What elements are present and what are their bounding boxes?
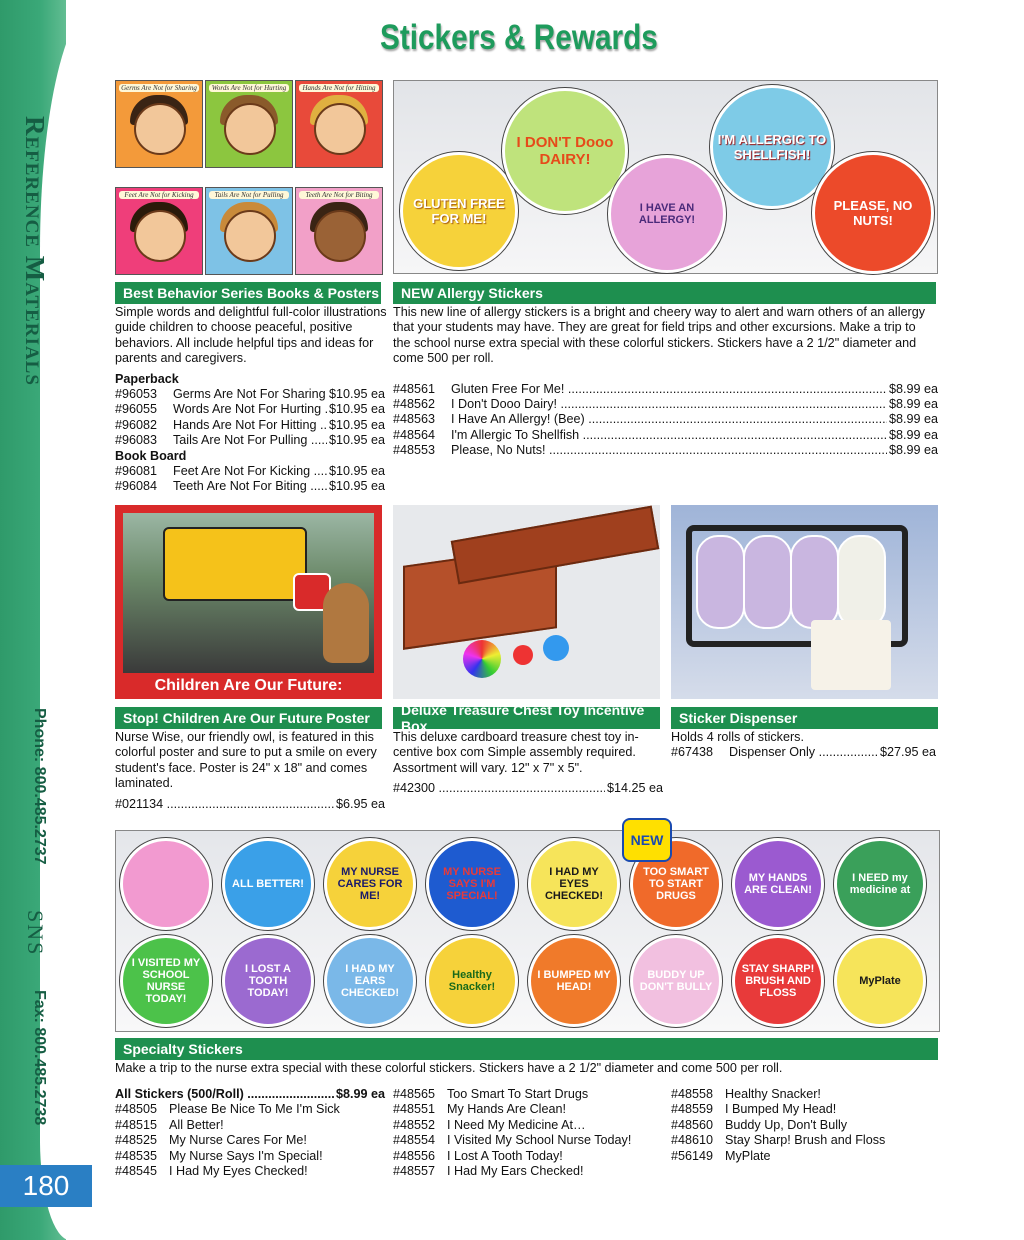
list-item: #48563 I Have An Allergy! (Bee) ..... $8.99 ea	[393, 412, 938, 427]
list-item: #48561 Gluten Free For Me! ..... $8.99 ea	[393, 382, 938, 397]
book-cover-title: Teeth Are Not for Biting	[299, 191, 379, 199]
book-cover-title: Germs Are Not for Sharing	[119, 84, 199, 92]
list-item: #48556 I Lost A Tooth Today!	[393, 1148, 563, 1163]
allergy-header: NEW Allergy Stickers	[393, 282, 936, 304]
specialty-sticker: TOO SMART TO START DRUGS	[630, 838, 722, 930]
list-item: #48551 My Hands Are Clean!	[393, 1102, 566, 1117]
specialty-sticker: I HAD MY EARS CHECKED!	[324, 935, 416, 1027]
specialty-col-1	[115, 1087, 385, 1179]
specialty-sticker: I LOST A TOOTH TODAY!	[222, 935, 314, 1027]
specialty-sticker: MY HANDS ARE CLEAN!	[732, 838, 824, 930]
list-item: #67438 Dispenser Only ..... $27.95 ea	[671, 745, 936, 760]
list-item: #96081 Feet Are Not For Kicking ..... $10.95 ea	[115, 464, 385, 479]
allergy-description: This new line of allergy stickers is a bright and cheery way to alert and warn others of an allergy that your students may have. They are great for field trips and other excursions. Make a trip to the school nurse extra special with these colorful stickers. Stickers have a 2 1/2" diameter and come 500 per roll. #48561 Gluten Free For Me! ..... $8.99 ea #48562 I Don't Dooo Dairy! ..... $8.99 ea #48563 I Have An Allergy! (Bee) ..... $8.99 ea #48564 I'm Allergic To Shellfish ..... $8.99 ea #48553 Please, No Nuts! ..... $8.99 ea	[393, 305, 938, 459]
book-cover-title: Tails Are Not for Pulling	[209, 191, 289, 199]
books-header: Best Behavior Series Books & Posters	[115, 282, 381, 304]
page-number: 180	[0, 1165, 92, 1207]
specialty-description: Make a trip to the nurse extra special with these colorful stickers. Stickers have a 2 1/2" diameter and come 500 per roll.	[115, 1061, 783, 1075]
book-cover	[205, 80, 293, 168]
page-title: Stickers & Rewards	[380, 18, 658, 57]
treasure-header: Deluxe Treasure Chest Toy Incentive Box	[393, 707, 660, 729]
specialty-sticker: I NEED my medicine at	[834, 838, 926, 930]
poster-caption: Children Are Our Future:	[154, 677, 343, 694]
fax-number: Fax: 800.485.2738	[31, 990, 48, 1126]
specialty-sticker: MY NURSE SAYS I'M SPECIAL!	[426, 838, 518, 930]
dispenser-image	[671, 505, 938, 699]
sticker-gluten-free: GLUTEN FREE FOR ME!	[400, 152, 518, 270]
book-cover-title: Feet Are Not for Kicking	[119, 191, 199, 199]
list-item: #48560 Buddy Up, Don't Bully	[671, 1117, 848, 1132]
sticker-bee: I HAVE AN ALLERGY!	[608, 155, 726, 273]
list-item: #48552 I Need My Medicine At…	[393, 1117, 586, 1132]
books-description: Simple words and delightful full-color illustrations guide children to choose peaceful, positive behaviors. All include helpful tips and ideas for parents and caregivers. Paperback #96053 Germs Are Not For Sharing ..... $10.95 ea #96055 Words Are Not For Hurting ..... $10.95 ea #96082 Hands Are Not For Hitting ..... $10.95 ea #96083 Tails Are Not For Pulling ..... $10.95 ea Book Board #96081 Feet Are Not For Kicking ..... $10.95 ea #96084 Teeth Are Not For Biting ..... $10.95 ea	[115, 305, 385, 495]
list-item: #48557 I Had My Ears Checked!	[393, 1164, 584, 1179]
list-item: #48545 I Had My Eyes Checked!	[115, 1164, 308, 1179]
list-item: #96082 Hands Are Not For Hitting ..... $10.95 ea	[115, 418, 385, 433]
paperback-label: Paperback	[115, 371, 179, 386]
list-item: #48562 I Don't Dooo Dairy! ..... $8.99 ea	[393, 397, 938, 412]
list-item: #96053 Germs Are Not For Sharing ..... $10.95 ea	[115, 387, 385, 402]
list-item: #48505 Please Be Nice To Me I'm Sick	[115, 1102, 340, 1117]
list-item: #48554 I Visited My School Nurse Today!	[393, 1133, 632, 1148]
book-cover-title: Hands Are Not for Hitting	[299, 84, 379, 92]
specialty-sticker: BUDDY UP DON'T BULLY	[630, 935, 722, 1027]
boardbook-label: Book Board	[115, 448, 187, 463]
sticker-no-nuts: PLEASE, NO NUTS!	[812, 152, 934, 274]
sticker-shellfish: I'M ALLERGIC TO SHELLFISH!	[710, 85, 834, 209]
new-badge: NEW	[622, 818, 672, 862]
book-cover	[295, 80, 383, 168]
list-item: #48610 Stay Sharp! Brush and Floss	[671, 1133, 886, 1148]
treasure-description: This deluxe cardboard treasure chest toy in- centive box com Simple assembly required. Assortment will vary. 12" x 7" x 5". #42300 ..... $14.25 ea	[393, 730, 663, 797]
specialty-sticker: ALL BETTER!	[222, 838, 314, 930]
list-item: #48525 My Nurse Cares For Me!	[115, 1133, 307, 1148]
book-cover	[115, 80, 203, 168]
list-item: #48565 Too Smart To Start Drugs	[393, 1087, 589, 1101]
dispenser-description: Holds 4 rolls of stickers. #67438 Dispenser Only ..... $27.95 ea	[671, 730, 936, 761]
specialty-sticker: STAY SHARP! BRUSH AND FLOSS	[732, 935, 824, 1027]
book-cover	[115, 187, 203, 275]
specialty-col-2	[393, 1087, 663, 1179]
book-cover-title: Words Are Not for Hurting	[209, 84, 289, 92]
list-item: #96083 Tails Are Not For Pulling ..... $10.95 ea	[115, 433, 385, 448]
book-cover	[205, 187, 293, 275]
specialty-sticker: Healthy Snacker!	[426, 935, 518, 1027]
list-item: #021134 ..... $6.95 ea	[115, 797, 385, 812]
specialty-sticker	[120, 838, 212, 930]
list-item: #48558 Healthy Snacker!	[671, 1087, 821, 1101]
list-item: #96084 Teeth Are Not For Biting ..... $10.95 ea	[115, 479, 385, 494]
list-item: All Stickers (500/Roll) ..... $8.99 ea	[115, 1087, 385, 1102]
specialty-sticker: MY NURSE CARES FOR ME!	[324, 838, 416, 930]
list-item: #48515 All Better!	[115, 1117, 224, 1132]
section-title: Reference Materials	[20, 116, 50, 386]
poster-image	[115, 505, 382, 699]
specialty-sticker: I BUMPED MY HEAD!	[528, 935, 620, 1027]
dispenser-header: Sticker Dispenser	[671, 707, 938, 729]
poster-photo	[123, 513, 374, 673]
specialty-sticker: I HAD MY EYES CHECKED!	[528, 838, 620, 930]
book-cover	[295, 187, 383, 275]
poster-header: Stop! Children Are Our Future Poster	[115, 707, 382, 729]
specialty-sticker: MyPlate	[834, 935, 926, 1027]
brand-logo: SNS	[23, 910, 48, 957]
list-item: #48559 I Bumped My Head!	[671, 1102, 837, 1117]
specialty-header: Specialty Stickers	[115, 1038, 938, 1060]
list-item: #48553 Please, No Nuts! ..... $8.99 ea	[393, 443, 938, 458]
list-item: #56149 MyPlate	[671, 1148, 771, 1163]
specialty-sticker: I VISITED MY SCHOOL NURSE TODAY!	[120, 935, 212, 1027]
list-item: #96055 Words Are Not For Hurting ..... $10.95 ea	[115, 402, 385, 417]
specialty-col-3	[671, 1087, 936, 1164]
treasure-chest-image	[393, 505, 660, 699]
list-item: #42300 ..... $14.25 ea	[393, 781, 663, 796]
phone-number: Phone: 800.485.2737	[31, 708, 48, 865]
poster-description: Nurse Wise, our friendly owl, is featured in this colorful poster and sure to put a smile on every student's face. Poster is 24" x 18" and comes laminated. #021134 ..... $6.95 ea	[115, 730, 385, 812]
list-item: #48564 I'm Allergic To Shellfish ..... $8.99 ea	[393, 428, 938, 443]
list-item: #48535 My Nurse Says I'm Special!	[115, 1148, 323, 1163]
sticker-dairy: I DON'T Dooo DAIRY!	[502, 88, 628, 214]
